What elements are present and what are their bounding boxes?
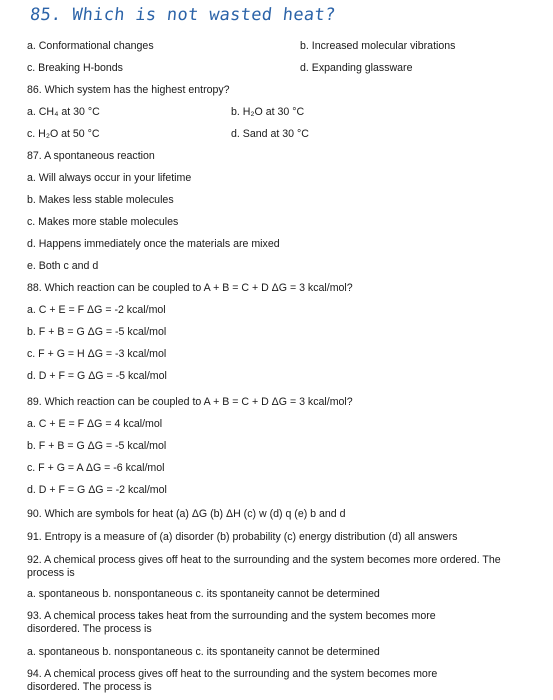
q88-option-a: a. C + E = F ΔG = -2 kcal/mol <box>27 304 166 316</box>
q94-question: 94. A chemical process gives off heat to the surrounding and the system becomes more disordered. The process is <box>27 668 438 693</box>
q85-option-a: a. Conformational changes <box>27 40 154 52</box>
q91-question: 91. Entropy is a measure of (a) disorder (b) probability (c) energy distribution (d) all answers <box>27 531 458 543</box>
q87-question: 87. A spontaneous reaction <box>27 150 155 162</box>
q92-answers: a. spontaneous b. nonspontaneous c. its spontaneity cannot be determined <box>27 588 380 600</box>
q86-option-d: d. Sand at 30 °C <box>231 128 309 140</box>
q88-option-d: d. D + F = G ΔG = -5 kcal/mol <box>27 370 167 382</box>
q86-option-b: b. H₂O at 30 °C <box>231 106 305 118</box>
q89-option-d: d. D + F = G ΔG = -2 kcal/mol <box>27 484 167 496</box>
q87-option-d: d. Happens immediately once the materials are mixed <box>27 238 280 250</box>
q86-option-c: c. H₂O at 50 °C <box>27 128 100 140</box>
q86-option-a: a. CH₄ at 30 °C <box>27 106 100 118</box>
q88-question: 88. Which reaction can be coupled to A + B = C + D ΔG = 3 kcal/mol? <box>27 282 353 294</box>
q87-option-c: c. Makes more stable molecules <box>27 216 179 228</box>
q86-question: 86. Which system has the highest entropy? <box>27 84 230 96</box>
q90-question: 90. Which are symbols for heat (a) ΔG (b) ΔH (c) w (d) q (e) b and d <box>27 508 346 520</box>
q87-option-e: e. Both c and d <box>27 260 99 272</box>
q92-question: 92. A chemical process gives off heat to the surrounding and the system becomes more ordered. The process is <box>27 554 501 579</box>
q89-question: 89. Which reaction can be coupled to A + B = C + D ΔG = 3 kcal/mol? <box>27 396 353 408</box>
q89-option-c: c. F + G = A ΔG = -6 kcal/mol <box>27 462 165 474</box>
q85-handwritten-title: 85. Which is not wasted heat? <box>28 5 337 25</box>
q85-option-d: d. Expanding glassware <box>300 62 413 74</box>
q89-option-a: a. C + E = F ΔG = 4 kcal/mol <box>27 418 163 430</box>
q87-option-a: a. Will always occur in your lifetime <box>27 172 192 184</box>
q88-option-b: b. F + B = G ΔG = -5 kcal/mol <box>27 326 167 338</box>
q89-option-b: b. F + B = G ΔG = -5 kcal/mol <box>27 440 167 452</box>
q85-option-c: c. Breaking H-bonds <box>27 62 123 74</box>
q88-option-c: c. F + G = H ΔG = -3 kcal/mol <box>27 348 167 360</box>
q85-option-b: b. Increased molecular vibrations <box>300 40 456 52</box>
q87-option-b: b. Makes less stable molecules <box>27 194 174 206</box>
q93-answers: a. spontaneous b. nonspontaneous c. its spontaneity cannot be determined <box>27 646 380 658</box>
q93-question: 93. A chemical process takes heat from the surrounding and the system becomes more disordered. The process is <box>27 610 436 635</box>
